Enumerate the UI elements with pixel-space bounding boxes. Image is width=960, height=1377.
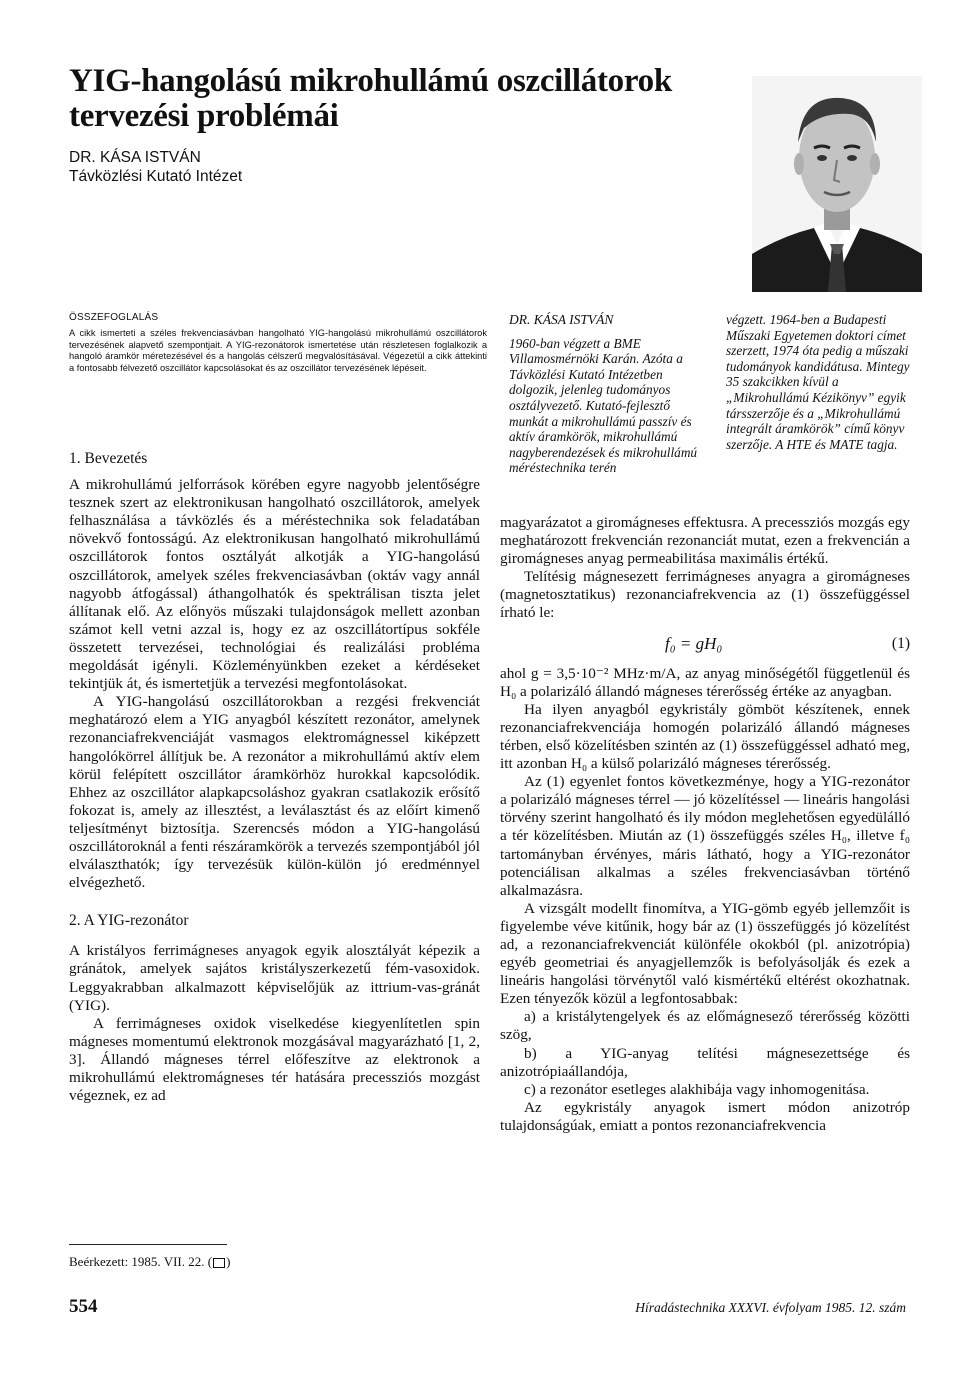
page-number: 554 [69, 1296, 98, 1317]
author-bio-part2 [726, 312, 914, 452]
author-affiliation: Távközlési Kutató Intézet [69, 168, 243, 185]
author-portrait [752, 76, 922, 292]
paragraph: A YIG-hangolású oszcillátorokban a rezgési frekvenciát meghatározó elem a YIG anyagból készített rezonátor, amelynek rezonanciafrekvenciáját vasmagos elektromágnessel kiképzett hangolókörrel állítjuk be. A rezonátor a mikrohullámú aktív elem körül felépített oszcillátor áramkörhöz hurokkal kapcsolódik. Ehhez az oszcillátor alapkapcsoláshoz gyakran csatlakozik erősítő fokozat is, amely az illesztést, a leválasztást és az előírt kimenő teljesítményt biztosítja. Szerencsés módon a YIG-hangolású oszcillátoroknál a fenti részáramkörök a tervezés szempontjából jól elválaszthatók; így tervezésük külön-külön jó eredménnyel elvégezhető. [69, 693, 480, 892]
equation-formula: f₀ = gH₀ [665, 633, 723, 653]
paragraph: Telítésig mágnesezett ferrimágneses anyagra a giromágneses (magnetosztatikus) rezonanciafrekvencia az (1) összefüggéssel írható le: [500, 568, 910, 622]
list-item: a) a kristálytengelyek és az előmágnesező térerősség közötti szög, [500, 1008, 910, 1044]
footnote-rule [69, 1244, 227, 1245]
abstract-text: A cikk ismerteti a széles frekvenciasávban hangolható YIG-hangolású mikrohullámú oszcillátorok tervezésének alapvető szempontjait. A YIG-rezonátorok ismertetése után részletesen foglalkozik a hangoló áramkör méretezésével és a hangolás célszerű megvalósításával. Végezetül a cikk áttekinti a fontosabb félvezető oszcillátor kapcsolásokat és az oszcillátor tervezésének lépéseit. [69, 328, 487, 373]
author-bio-part1 [509, 312, 709, 476]
bio-text-2: végzett. 1964-ben a Budapesti Műszaki Egyetemen doktori címet szerzett, 1974 óta pedig a műszaki tudományok kandidátusa. Mintegy 35 szakcikken kívül a „Mikrohullámú Kézikönyv” egyik társszerzője és a „Mikrohullámú integrált áramkörök” című könyv szerzője. A HTE és MATE tagja. [726, 312, 910, 452]
list-item: b) a YIG-anyag telítési mágnesezettsége és anizotrópiaállandója, [500, 1044, 910, 1080]
abstract-heading: ÖSSZEFOGLALÁS [69, 312, 159, 323]
received-label: Beérkezett: 1985. VII. 22. ( [69, 1254, 213, 1269]
paragraph: ahol g = 3,5·10⁻² MHz·m/A, az anyag minőségétől függetlenül és H₀ a polarizáló állandó mágneses térerősség értéke az anyagban. [500, 664, 910, 700]
portrait-image [752, 76, 922, 292]
paragraph: A kristályos ferrimágneses anyagok egyik alosztályát képezik a gránátok, amelyek sajátos kristályszerkezetű fém-vasoxidok. Leggyakrabban alkalmazott képviselőjük az ittrium-vas-gránát (YIG). [69, 942, 480, 1014]
abstract [69, 312, 487, 374]
paragraph: Az egykristály anyagok ismert módon anizotróp tulajdonságúak, emiatt a pontos rezonanciafrekvencia [500, 1098, 910, 1134]
author-block [69, 148, 242, 186]
author-name: DR. KÁSA ISTVÁN [69, 149, 201, 166]
paragraph: A vizsgált modellt finomítva, a YIG-gömb egyéb jellemzőit is figyelembe véve kitűnik, hogy bár az (1) összefüggés jó közelítést ad, a rezonanciafrekvenciát különféle okokból (pl. anizotrópia) egyéb geometriai és anyagjellemzők is befolyásolják és ezek a lineáris hangolási törvénytől való kismértékű eltérést okozhatnak. Ezen tényezők közül a legfontosabbak: [500, 899, 910, 1008]
section-heading-1: 1. Bevezetés [69, 450, 148, 467]
equation-1 [500, 631, 910, 657]
paragraph: A ferrimágneses oxidok viselkedése kiegyenlítetlen spin mágneses momentumú elektronok mozgásával magyarázható [1, 2, 3]. Állandó mágneses térrel előfeszítve az elektronok a mikrohullámú elektromágneses tér hatására precessziós mozgást végeznek, ez ad [69, 1014, 480, 1105]
paragraph: magyarázatot a giromágneses effektusra. A precessziós mozgás egy meghatározott frekvencián rezonanciát mutat, ezen a frekvencián a giromágneses anyag permeabilitása maximális értékű. [500, 514, 910, 568]
body-column-right [500, 514, 910, 1135]
paragraph: Ha ilyen anyagból egykristály gömböt készítenek, ennek rezonanciafrekvenciája homogén polarizáló állandó mágneses térben, első közelítésben szintén az (1) összefüggéssel adható meg, itt azonban H₀ a külső polarizáló mágneses térerősség. [500, 700, 910, 773]
bio-name: DR. KÁSA ISTVÁN [509, 312, 614, 327]
received-note [69, 1254, 230, 1270]
bio-text-1: 1960-ban végzett a BME Villamosmérnöki Karán. Azóta a Távközlési Kutató Intézetben dolgozik, jelenleg tudományos osztályvezető. Kutató-fejlesztő munkát a mikrohullámú passzív és aktív áramkörök, mikrohullámú nagyberendezések és mikrohullámú méréstechnika terén [509, 335, 698, 476]
body-column-left [69, 450, 480, 1105]
section-heading-2: 2. A YIG-rezonátor [69, 912, 189, 930]
paragraph: Az (1) egyenlet fontos következménye, hogy a YIG-rezonátor a polarizáló mágneses térrel — jó közelítéssel — lineáris hangolási törvény szerint hangolható és ily módon meglehetősen egyedülálló a tér közelítésben. Miután az (1) összefüggés széles H₀, illetve f₀ tartományban érvényes, máris látható, hogy a YIG-rezonátor potenciálisan alkalmas a széles frekvenciasávban történő alkalmazásra. [500, 773, 910, 899]
article-title: YIG-hangolású mikrohullámú oszcillátorok tervezési problémái [69, 63, 672, 134]
paragraph: A mikrohullámú jelforrások körében egyre nagyobb jelentőségre tesznek szert az elektronikusan hangolható oszcillátorok, amelyek felhasználása a távközlés és a méréstechnika sok feladatában növekvő fontosságú. Az elektronikusan hangolható mikrohullámú oszcillátorok fontos osztályát alkotják a YIG-hangolású oszcillátorok, amelyek széles frekvenciasávban (oktáv vagy annál nagyobb átfogással) áthangolhatók és spektrálisan tiszta jelet állítanak elő. Az előnyös műszaki tulajdonságok mellett azonban számot kell vetni azzal is, hogy ez az oszcillátortípus sokféle összetett tervezései, technológiai és realizálási probléma megoldását igényli. Közleményünkben ezeket a kérdéseket tekintjük át, és ismertetjük a tervezési megfontolásokat. [69, 476, 480, 693]
received-close: ) [226, 1254, 231, 1269]
journal-reference: Híradástechnika XXXVI. évfolyam 1985. 12. szám [635, 1300, 906, 1315]
square-icon [213, 1258, 225, 1268]
list-item: c) a rezonátor esetleges alakhibája vagy inhomogenitása. [524, 1080, 870, 1098]
equation-number: (1) [891, 634, 910, 652]
